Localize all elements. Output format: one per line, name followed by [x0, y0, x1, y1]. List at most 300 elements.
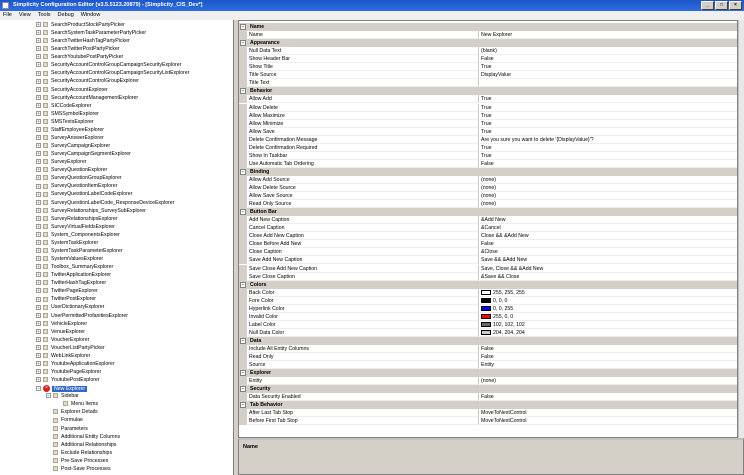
property-row[interactable]: [239, 345, 738, 353]
maximize-button[interactable]: □: [715, 1, 728, 10]
tree-node-label: TwitterPageExplorer: [51, 288, 98, 295]
property-value[interactable]: [480, 128, 738, 136]
node-icon: [53, 434, 58, 439]
tree-node-label: SICCodeExplorer: [51, 102, 92, 109]
property-value-text: &Save && Close: [481, 273, 520, 280]
property-name: Allow Minimize: [248, 120, 479, 128]
expand-icon[interactable]: +: [37, 94, 40, 100]
expand-icon[interactable]: +: [37, 70, 40, 76]
expand-icon[interactable]: +: [37, 320, 40, 326]
property-row[interactable]: [239, 128, 738, 136]
tree-node-label: VoucherExplorer: [51, 336, 90, 343]
property-value[interactable]: [480, 377, 738, 385]
property-row[interactable]: [239, 353, 738, 361]
property-row[interactable]: [239, 256, 738, 264]
property-value[interactable]: [480, 265, 738, 273]
collapse-icon[interactable]: −: [37, 386, 40, 392]
property-row[interactable]: [239, 136, 738, 144]
property-row[interactable]: [239, 160, 738, 168]
expand-icon[interactable]: +: [37, 248, 40, 254]
tree-node[interactable]: [36, 329, 85, 336]
tree-node-label: SMSTextsExplorer: [51, 118, 94, 125]
expand-icon[interactable]: +: [37, 38, 40, 44]
property-value[interactable]: [480, 192, 738, 200]
collapse-icon[interactable]: −: [241, 24, 245, 30]
property-row[interactable]: [239, 79, 738, 87]
tree-node[interactable]: [36, 62, 181, 69]
collapse-icon[interactable]: −: [241, 370, 245, 377]
menu-tools[interactable]: Tools: [37, 12, 51, 18]
property-row[interactable]: [239, 216, 738, 224]
property-row[interactable]: [239, 321, 738, 329]
tree-node[interactable]: [36, 111, 99, 118]
tree-node[interactable]: [46, 458, 108, 465]
color-swatch: [481, 330, 491, 335]
expand-icon[interactable]: +: [37, 377, 40, 383]
category-title: Security: [250, 386, 271, 393]
expand-icon[interactable]: +: [37, 62, 40, 68]
property-row[interactable]: [239, 297, 738, 305]
property-value[interactable]: [480, 240, 738, 248]
property-row[interactable]: [239, 71, 738, 79]
tree-node[interactable]: [36, 313, 128, 320]
expand-icon[interactable]: +: [37, 240, 40, 245]
expand-icon[interactable]: +: [37, 312, 40, 318]
property-value[interactable]: [480, 232, 738, 240]
property-value[interactable]: [480, 329, 738, 337]
property-value[interactable]: [480, 393, 738, 401]
collapse-icon[interactable]: −: [241, 168, 245, 175]
expand-icon[interactable]: +: [37, 54, 40, 60]
expand-icon[interactable]: +: [37, 183, 40, 189]
tree-node-label: SurveyRelationshipsExplorer: [51, 215, 118, 222]
menu-window[interactable]: Window: [80, 12, 101, 18]
row-gutter: [239, 377, 247, 385]
expand-icon[interactable]: +: [37, 264, 40, 270]
property-value[interactable]: [480, 47, 738, 55]
expand-icon[interactable]: +: [37, 304, 40, 310]
node-icon: [43, 111, 48, 116]
property-row[interactable]: [239, 192, 738, 200]
expand-icon[interactable]: +: [37, 143, 40, 149]
collapse-icon[interactable]: −: [241, 209, 245, 216]
tree-node[interactable]: [36, 70, 189, 77]
tree-node[interactable]: [36, 240, 98, 247]
tree-node[interactable]: [56, 401, 98, 408]
property-row[interactable]: [239, 289, 738, 297]
tree-node[interactable]: [46, 426, 88, 433]
tree-node[interactable]: [36, 167, 107, 174]
tree-node-label: SecurityAccountManagementExplorer: [51, 94, 139, 101]
collapse-icon[interactable]: −: [241, 40, 245, 47]
expand-icon[interactable]: +: [37, 135, 40, 141]
row-gutter: [239, 345, 247, 353]
collapse-icon[interactable]: −: [241, 281, 245, 288]
tree-node[interactable]: [36, 38, 130, 45]
tree-node[interactable]: [36, 280, 106, 287]
node-icon: [43, 329, 48, 334]
collapse-icon[interactable]: −: [241, 402, 245, 409]
tree-node-label: StaffEmployeeExplorer: [51, 126, 104, 133]
property-value[interactable]: [480, 160, 738, 168]
expand-icon[interactable]: +: [37, 215, 40, 221]
tree-node-label: SearchTwitterHashTagPartyPicker: [51, 38, 130, 45]
property-row[interactable]: [239, 55, 738, 63]
tree-node[interactable]: [46, 409, 98, 416]
property-row[interactable]: [239, 112, 738, 120]
tree-node-label: SurveyAnswerExplorer: [51, 134, 104, 141]
property-value-text: MoveToNextControl: [481, 410, 527, 417]
expand-icon[interactable]: +: [37, 352, 40, 358]
property-row[interactable]: [239, 152, 738, 160]
property-value[interactable]: [480, 55, 738, 63]
tree-node[interactable]: [36, 46, 120, 53]
expand-icon[interactable]: +: [37, 86, 40, 92]
tree-node-label: SecurityAccountControlGroupCampaignSecurityExplorer: [51, 62, 182, 69]
tree-node[interactable]: [36, 385, 87, 392]
tree-node-label: YoutubePostExplorer: [51, 377, 100, 384]
property-value[interactable]: [480, 256, 738, 264]
property-row[interactable]: [239, 31, 738, 39]
tree-node-label: SurveyExplorer: [51, 159, 87, 166]
property-row[interactable]: [239, 417, 738, 425]
property-value-text: Entity: [481, 362, 494, 369]
property-row[interactable]: [239, 305, 738, 313]
property-row[interactable]: [239, 120, 738, 128]
tree-node-label: Sidebar: [61, 393, 79, 400]
property-category[interactable]: [239, 281, 738, 289]
property-value[interactable]: [480, 112, 738, 120]
collapse-icon[interactable]: −: [47, 393, 50, 399]
property-row[interactable]: [239, 176, 738, 184]
tree-node[interactable]: [36, 54, 123, 61]
tree-node[interactable]: [36, 337, 89, 344]
node-icon: [53, 418, 58, 423]
tree-node[interactable]: [36, 272, 111, 279]
expand-icon[interactable]: +: [37, 369, 40, 375]
tree-node[interactable]: [36, 87, 108, 94]
expand-icon[interactable]: +: [37, 167, 40, 173]
property-row[interactable]: [239, 200, 738, 208]
node-icon: [43, 272, 48, 277]
node-icon: [43, 30, 48, 35]
property-name: Close Before Add New: [248, 240, 479, 248]
property-row[interactable]: [239, 104, 738, 112]
tree-node[interactable]: [36, 361, 115, 368]
tree-node[interactable]: [36, 345, 105, 352]
app-icon: [2, 2, 9, 9]
tree-node[interactable]: [36, 191, 132, 198]
node-icon: [53, 442, 58, 447]
property-row[interactable]: [239, 47, 738, 55]
tree-node-label: SecurityAccountExplorer: [51, 86, 108, 93]
expand-icon[interactable]: +: [37, 175, 40, 181]
tree-node-label: SurveyQuestionLabelCode_ResponseDeviceExplorer: [51, 199, 175, 206]
property-value[interactable]: [480, 289, 738, 297]
property-value[interactable]: [480, 120, 738, 128]
property-value[interactable]: [480, 321, 738, 329]
property-row[interactable]: [239, 184, 738, 192]
menu-file[interactable]: File: [3, 12, 12, 18]
property-name: Cancel Caption: [248, 224, 479, 232]
tree-node[interactable]: [46, 466, 111, 473]
row-gutter: [239, 200, 247, 208]
expand-icon[interactable]: +: [37, 272, 40, 278]
close-button[interactable]: ×: [729, 1, 742, 10]
property-value[interactable]: [480, 273, 738, 281]
expand-icon[interactable]: +: [37, 78, 40, 84]
property-name: After Last Tab Stop: [248, 409, 479, 417]
node-icon: [43, 95, 48, 100]
tree-node[interactable]: [36, 264, 113, 271]
category-title: Binding: [250, 168, 270, 175]
tree-node[interactable]: [46, 434, 120, 441]
property-name: Add New Caption: [248, 216, 479, 224]
node-icon: [43, 119, 48, 124]
row-gutter: [239, 95, 247, 103]
tree-node-label: New Explorer: [54, 386, 86, 393]
tree-node[interactable]: [36, 151, 131, 158]
property-value[interactable]: [480, 305, 738, 313]
property-name: Before First Tab Stop: [248, 417, 479, 425]
property-row[interactable]: [239, 232, 738, 240]
expand-icon[interactable]: +: [37, 336, 40, 342]
tree-node[interactable]: [36, 22, 125, 29]
property-name: Show Title: [248, 63, 479, 71]
row-gutter: [239, 112, 247, 120]
tree-node[interactable]: [36, 248, 123, 255]
tree-node[interactable]: [36, 183, 117, 190]
tree-node[interactable]: [36, 304, 104, 311]
tree-node-label: YoutubeApplicationExplorer: [51, 360, 115, 367]
property-row[interactable]: [239, 377, 738, 385]
tree-node[interactable]: [46, 450, 112, 457]
expand-icon[interactable]: +: [37, 256, 40, 262]
property-category[interactable]: [239, 208, 738, 216]
property-value-text: DisplayValue: [481, 72, 511, 79]
expand-icon[interactable]: +: [37, 344, 40, 350]
property-value[interactable]: [480, 345, 738, 353]
expand-icon[interactable]: +: [37, 288, 40, 294]
property-value[interactable]: [480, 417, 738, 425]
node-icon: [43, 87, 48, 92]
property-value-text: True: [481, 96, 492, 103]
tree-node-label: SurveyQuestionExplorer: [51, 167, 108, 174]
property-name: Null Data Color: [248, 329, 479, 337]
tree-node[interactable]: [46, 417, 83, 424]
tree-node[interactable]: [36, 175, 122, 182]
property-category[interactable]: [239, 385, 738, 393]
node-icon: [43, 256, 48, 261]
property-value[interactable]: [480, 224, 738, 232]
property-row[interactable]: [239, 248, 738, 256]
node-icon: [53, 409, 58, 414]
node-icon: [43, 135, 48, 140]
expand-icon[interactable]: +: [37, 199, 40, 205]
category-title: Name: [250, 24, 265, 30]
tree-node-label: VehicleExplorer: [51, 320, 88, 327]
tree-node[interactable]: [46, 393, 79, 400]
tree-node[interactable]: [36, 200, 174, 207]
property-row[interactable]: [239, 393, 738, 401]
tree-node[interactable]: [36, 377, 100, 384]
node-icon: [43, 54, 48, 59]
property-value[interactable]: [480, 63, 738, 71]
collapse-icon[interactable]: −: [241, 337, 245, 344]
property-name: Allow Add: [248, 95, 479, 103]
property-name: Delete Confirmation Message: [248, 136, 479, 144]
tree-node[interactable]: [36, 216, 118, 223]
tree-node[interactable]: [46, 442, 116, 449]
expand-icon[interactable]: +: [37, 30, 40, 36]
expand-icon[interactable]: +: [37, 361, 40, 367]
property-row[interactable]: [239, 95, 738, 103]
tree-node[interactable]: [36, 95, 138, 102]
expand-icon[interactable]: +: [37, 159, 40, 165]
category-title: Behavior: [250, 88, 273, 95]
property-value[interactable]: [480, 71, 738, 79]
property-value[interactable]: [480, 152, 738, 160]
expand-icon[interactable]: +: [37, 223, 40, 229]
property-grid[interactable]: [238, 20, 738, 438]
node-icon: [43, 79, 48, 84]
property-value[interactable]: [480, 248, 738, 256]
property-value[interactable]: [480, 361, 738, 369]
property-value-text: 102, 102, 102: [493, 321, 525, 328]
expand-icon[interactable]: +: [37, 207, 40, 213]
tree-node-label: SystemTaskExplorer: [51, 239, 99, 246]
tree-node[interactable]: [36, 256, 103, 263]
expand-icon[interactable]: +: [37, 118, 40, 124]
property-value[interactable]: [480, 184, 738, 192]
property-row[interactable]: [239, 409, 738, 417]
property-row[interactable]: [239, 240, 738, 248]
property-value-text: (none): [481, 193, 496, 200]
expand-icon[interactable]: +: [37, 280, 40, 286]
property-row[interactable]: [239, 361, 738, 369]
property-value-text: 204, 204, 204: [493, 329, 525, 336]
property-value-text: False: [481, 394, 494, 401]
property-category[interactable]: [239, 168, 738, 176]
expand-icon[interactable]: +: [37, 231, 40, 237]
explorer-tree[interactable]: [0, 20, 234, 475]
tree-node[interactable]: [36, 321, 87, 328]
menu-view[interactable]: View: [18, 12, 31, 18]
property-value[interactable]: [480, 313, 738, 321]
tree-node[interactable]: [36, 296, 96, 303]
tree-node[interactable]: [36, 224, 115, 231]
expand-icon[interactable]: +: [37, 328, 40, 334]
tree-node-label: Formulae: [61, 417, 83, 424]
property-name: Hyperlink Color: [248, 305, 479, 313]
property-name: Back Color: [248, 289, 479, 297]
property-row[interactable]: [239, 224, 738, 232]
tree-node-label: VoucherListPartyPicker: [51, 344, 105, 351]
property-row[interactable]: [239, 313, 738, 321]
row-gutter: [239, 232, 247, 240]
expand-icon[interactable]: +: [37, 22, 40, 28]
tree-node[interactable]: [36, 208, 146, 215]
property-value-text: (none): [481, 201, 496, 208]
expand-icon[interactable]: +: [37, 296, 40, 302]
property-category[interactable]: [239, 369, 738, 377]
node-icon: [43, 224, 48, 229]
node-icon: [43, 280, 48, 285]
property-value-text: (none): [481, 185, 496, 191]
tree-node[interactable]: [36, 143, 110, 150]
expand-icon[interactable]: +: [37, 191, 40, 197]
minimize-button[interactable]: _: [701, 1, 714, 10]
tree-node[interactable]: [36, 288, 98, 295]
error-icon: ×: [43, 385, 50, 392]
property-row[interactable]: [239, 265, 738, 273]
menu-debug[interactable]: Debug: [57, 12, 74, 18]
property-value[interactable]: [480, 216, 738, 224]
property-value[interactable]: [480, 136, 738, 144]
expand-icon[interactable]: +: [37, 127, 40, 133]
property-category[interactable]: [239, 23, 738, 31]
node-icon: [63, 401, 68, 406]
property-value-text: New Explorer: [481, 32, 513, 39]
title-bar: [0, 0, 744, 11]
expand-icon[interactable]: +: [37, 46, 40, 52]
property-row[interactable]: [239, 63, 738, 71]
row-gutter: [239, 289, 247, 297]
property-value[interactable]: [480, 144, 738, 152]
property-category[interactable]: [239, 401, 738, 409]
tree-node[interactable]: [36, 232, 120, 239]
tree-node[interactable]: [36, 159, 86, 166]
property-value[interactable]: [480, 95, 738, 103]
tree-node-label: Explorer Details: [61, 409, 98, 416]
property-value[interactable]: [480, 79, 738, 87]
tree-node[interactable]: [36, 119, 94, 126]
property-value-text: Are you sure you want to delete '{DisplayValue}'?: [481, 136, 594, 143]
tree-node[interactable]: [36, 30, 146, 37]
property-value[interactable]: [480, 176, 738, 184]
collapse-icon[interactable]: −: [241, 386, 245, 393]
property-value-text: (none): [481, 176, 496, 183]
expand-icon[interactable]: +: [37, 110, 40, 116]
expand-icon[interactable]: +: [37, 151, 40, 157]
property-value[interactable]: [480, 31, 738, 39]
property-value[interactable]: [480, 104, 738, 112]
tree-node-label: SurveyCampaignSegmentExplorer: [51, 151, 131, 158]
property-category[interactable]: [239, 87, 738, 95]
property-row[interactable]: [239, 329, 738, 337]
color-swatch: [481, 322, 491, 327]
expand-icon[interactable]: +: [37, 102, 40, 108]
property-row[interactable]: [239, 144, 738, 152]
tree-node[interactable]: [36, 103, 91, 110]
tree-node[interactable]: [36, 135, 104, 142]
property-value[interactable]: [480, 200, 738, 208]
tree-node[interactable]: [36, 127, 104, 134]
property-value[interactable]: [480, 297, 738, 305]
property-row[interactable]: [239, 273, 738, 281]
property-name: Entity: [248, 377, 479, 385]
property-category[interactable]: [239, 337, 738, 345]
property-value[interactable]: [480, 409, 738, 417]
tree-node[interactable]: [36, 78, 139, 85]
property-grid-scrollbar[interactable]: [738, 20, 744, 438]
property-category[interactable]: [239, 39, 738, 47]
property-value-text: True: [481, 152, 492, 159]
tree-node[interactable]: [36, 353, 90, 360]
collapse-icon[interactable]: −: [241, 88, 245, 95]
property-value[interactable]: [480, 353, 738, 361]
tree-node[interactable]: [36, 369, 101, 376]
